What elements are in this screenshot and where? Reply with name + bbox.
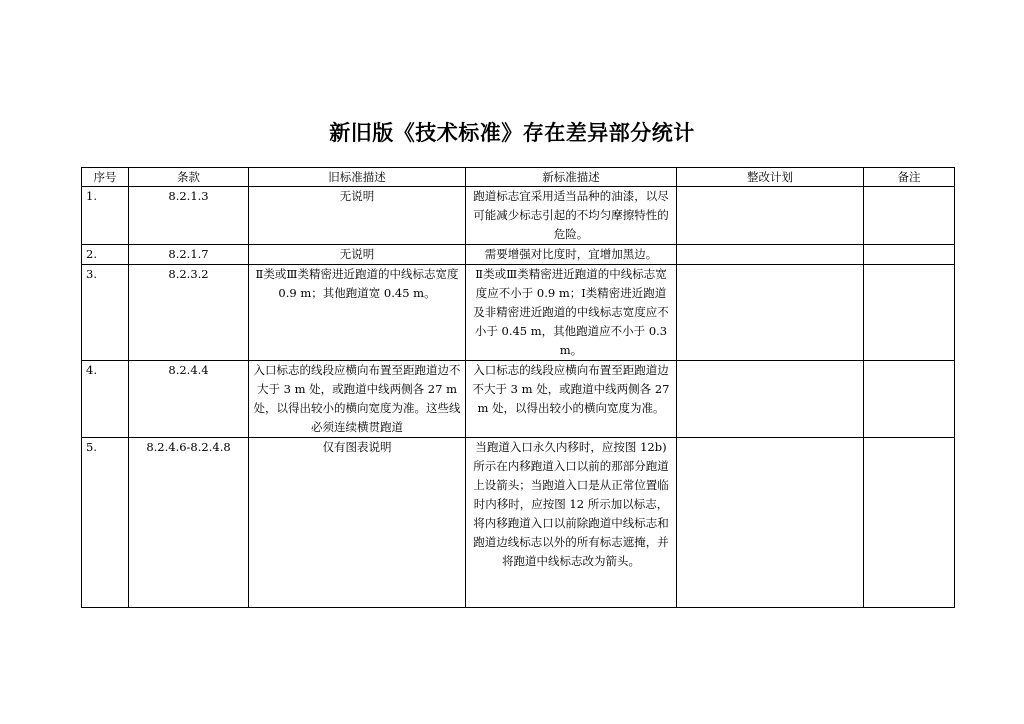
- cell-rectification-plan: [677, 361, 864, 438]
- cell-remark: [864, 438, 955, 608]
- header-old-standard: 旧标准描述: [249, 168, 466, 187]
- table-row: [82, 438, 955, 608]
- table-row: [82, 361, 955, 438]
- cell-rectification-plan: [677, 187, 864, 245]
- cell-clause: 8.2.1.7: [129, 245, 249, 265]
- cell-remark: [864, 361, 955, 438]
- difference-table: [81, 167, 955, 608]
- header-rectification-plan: 整改计划: [677, 168, 864, 187]
- cell-rectification-plan: [677, 245, 864, 265]
- cell-old-standard: Ⅱ类或Ⅲ类精密进近跑道的中线标志宽度 0.9 m；其他跑道宽 0.45 m。: [249, 265, 466, 361]
- cell-new-standard: 当跑道入口永久内移时，应按图 12b) 所示在内移跑道入口以前的那部分跑道上设箭头；当跑道入口是从正常位置临时内移时，应按图 12 所示加以标志，将内移跑道入口以前除跑道中线标志和跑道边线标志以外的所有标志遮掩，并将跑道中线标志改为箭头。: [466, 438, 677, 608]
- cell-rectification-plan: [677, 265, 864, 361]
- cell-new-standard: Ⅱ类或Ⅲ类精密进近跑道的中线标志宽度应不小于 0.9 m；Ⅰ类精密进近跑道及非精密进近跑道的中线标志宽度应不小于 0.45 m，其他跑道应不小于 0.3 m。: [466, 265, 677, 361]
- header-clause: 条款: [129, 168, 249, 187]
- cell-clause: 8.2.3.2: [129, 265, 249, 361]
- cell-clause: 8.2.1.3: [129, 187, 249, 245]
- cell-old-standard: 无说明: [249, 187, 466, 245]
- header-remark: 备注: [864, 168, 955, 187]
- cell-no: 4.: [82, 361, 129, 438]
- cell-remark: [864, 187, 955, 245]
- cell-clause: 8.2.4.4: [129, 361, 249, 438]
- cell-rectification-plan: [677, 438, 864, 608]
- document-title: 新旧版《技术标准》存在差异部分统计: [329, 120, 695, 145]
- cell-clause: 8.2.4.6-8.2.4.8: [129, 438, 249, 608]
- header-no: 序号: [82, 168, 129, 187]
- cell-old-standard: 入口标志的线段应横向布置至距跑道边不大于 3 m 处，或跑道中线两侧各 27 m 处，以得出较小的横向宽度为准。这些线必须连续横贯跑道: [249, 361, 466, 438]
- cell-new-standard: 需要增强对比度时，宜增加黑边。: [466, 245, 677, 265]
- cell-no: 1.: [82, 187, 129, 245]
- table-row: [82, 265, 955, 361]
- table-row: [82, 187, 955, 245]
- cell-remark: [864, 245, 955, 265]
- table-row: [82, 245, 955, 265]
- cell-old-standard: 无说明: [249, 245, 466, 265]
- cell-no: 2.: [82, 245, 129, 265]
- header-new-standard: 新标准描述: [466, 168, 677, 187]
- cell-no: 5.: [82, 438, 129, 608]
- cell-remark: [864, 265, 955, 361]
- cell-new-standard: 入口标志的线段应横向布置至距跑道边不大于 3 m 处，或跑道中线两侧各 27 m 处，以得出较小的横向宽度为准。: [466, 361, 677, 438]
- table-header-row: [82, 168, 955, 187]
- cell-no: 3.: [82, 265, 129, 361]
- cell-old-standard: 仅有图表说明: [249, 438, 466, 608]
- cell-new-standard: 跑道标志宜采用适当品种的油漆，以尽可能减少标志引起的不均匀摩擦特性的危险。: [466, 187, 677, 245]
